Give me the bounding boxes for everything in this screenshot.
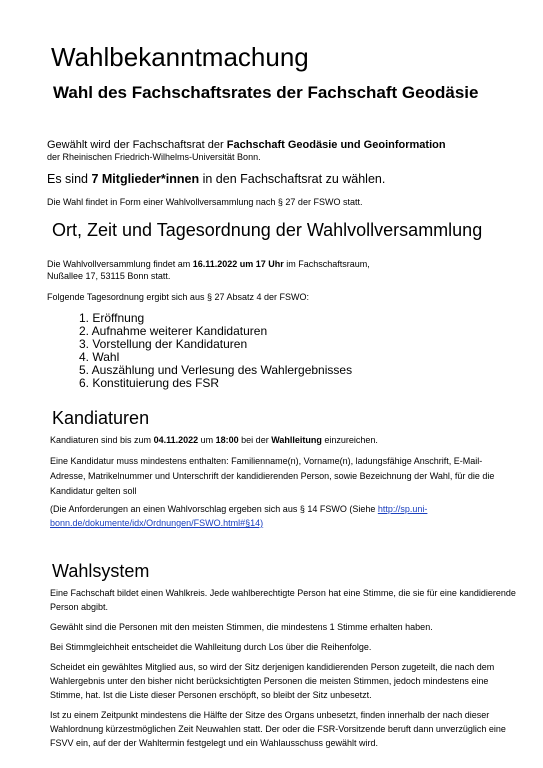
assembly-pre: Die Wahlvollversammlung findet am: [47, 259, 193, 269]
deadline-mid2: bei der: [238, 435, 272, 445]
seats-pre: Es sind: [47, 172, 92, 186]
intro-line-1: [47, 138, 446, 152]
intro-faculty-name: Fachschaft Geodäsie und Geoinformation: [226, 139, 446, 151]
agenda-item: 6. Konstituierung des FSR: [79, 376, 220, 390]
intro-line-1-text: Gewählt wird der Fachschaftsrat der: [47, 139, 227, 151]
election-form-statement: Die Wahl findet in Form einer Wahlvollversammlung nach § 27 der FSWO statt.: [47, 197, 363, 207]
deadline-pre: Kandiaturen sind bis zum: [50, 435, 154, 445]
assembly-post: im Fachschaftsraum,: [283, 259, 370, 269]
reference-text: (Die Anforderungen an einen Wahlvorschlag ergeben sich aus § 14 FSWO (Siehe: [50, 504, 378, 514]
assembly-date-line-1: [47, 258, 370, 270]
agenda-list: [79, 312, 352, 390]
intro-line-2: der Rheinischen Friedrich-Wilhelms-Universität Bonn.: [47, 152, 261, 162]
deadline-recipient: Wahlleitung: [271, 435, 322, 445]
agenda-item: 3. Vorstellung der Kandidaturen: [79, 337, 248, 351]
section-heading-ort: Ort, Zeit und Tagesordnung der Wahlvollversammlung: [52, 220, 483, 240]
wahlsystem-paragraph-5: Ist zu einem Zeitpunkt mindestens die Hälfte der Sitze des Organs unbesetzt, finden innerhalb der nach dieser Wahlordnung kürzestmöglichen Zeit Neuwahlen statt. Der oder die FSR-Vorsitzende beruft dann unverzüglich eine FSVV ein, auf der der Wahltermin festgelegt und ein Wahlausschuss gewählt wird.: [50, 710, 506, 748]
agenda-item: 5. Auszählung und Verlesung des Wahlergebnisses: [79, 363, 353, 377]
agenda-item: 1. Eröffnung: [79, 311, 145, 325]
agenda-item: 2. Aufnahme weiterer Kandidaturen: [79, 324, 268, 338]
page-title: Wahlbekanntmachung: [51, 42, 309, 72]
section-heading-wahlsystem: Wahlsystem: [52, 561, 150, 581]
agenda-intro: Folgende Tagesordnung ergibt sich aus § 27 Absatz 4 der FSWO:: [47, 292, 309, 302]
candidacy-deadline: [50, 434, 378, 446]
candidacy-reference: [50, 502, 490, 530]
seats-post: in den Fachschaftsrat zu wählen.: [199, 172, 386, 186]
seats-statement: [47, 171, 385, 187]
deadline-mid: um: [198, 435, 216, 445]
agenda-item: 4. Wahl: [79, 350, 120, 364]
section-heading-kandidaturen: Kandiaturen: [52, 408, 150, 428]
candidacy-requirements: Eine Kandidatur muss mindestens enthalten: Familienname(n), Vorname(n), ladungsfähige Anschrift, E-Mail-Adresse, Matrikelnummer und Unterschrift der kandidierenden Person, sowie Bezeichnung der Wahl, für die die Kandidatur gelten soll: [50, 456, 495, 496]
seats-count: 7 Mitglieder*innen: [91, 172, 200, 186]
fswo-link[interactable]: http://sp.uni-bonn.de/dokumente/idx/Ordnungen/FSWO.html#§14): [50, 504, 428, 528]
wahlsystem-paragraph-2: Gewählt sind die Personen mit den meisten Stimmen, die mindestens 1 Stimme erhalten haben.: [50, 622, 433, 632]
deadline-time: 18:00: [215, 435, 239, 445]
page-subtitle: Wahl des Fachschaftsrates der Fachschaft Geodäsie: [53, 83, 479, 102]
assembly-datetime: 16.11.2022 um 17 Uhr: [192, 259, 284, 269]
deadline-date: 04.11.2022: [153, 435, 199, 445]
wahlsystem-paragraph-1: Eine Fachschaft bildet einen Wahlkreis. Jede wahlberechtigte Person hat eine Stimme, die sie für eine kandidierende Person abgibt.: [50, 588, 516, 612]
deadline-post: einzureichen.: [321, 435, 378, 445]
wahlsystem-paragraph-4: Scheidet ein gewähltes Mitglied aus, so wird der Sitz derjenigen kandidierenden Person zugeteilt, die nach dem Wahlergebnis unter den bisher nicht berücksichtigten Personen die meisten Stimmen, jedoch mindestens eine Stimme, hat. Ist die Liste dieser Personen erschöpft, so bleibt der Sitz unbesetzt.: [50, 662, 495, 700]
wahlsystem-paragraph-3: Bei Stimmgleichheit entscheidet die Wahlleitung durch Los über die Reihenfolge.: [50, 642, 372, 652]
assembly-date-line-2: Nußallee 17, 53115 Bonn statt.: [47, 271, 171, 281]
